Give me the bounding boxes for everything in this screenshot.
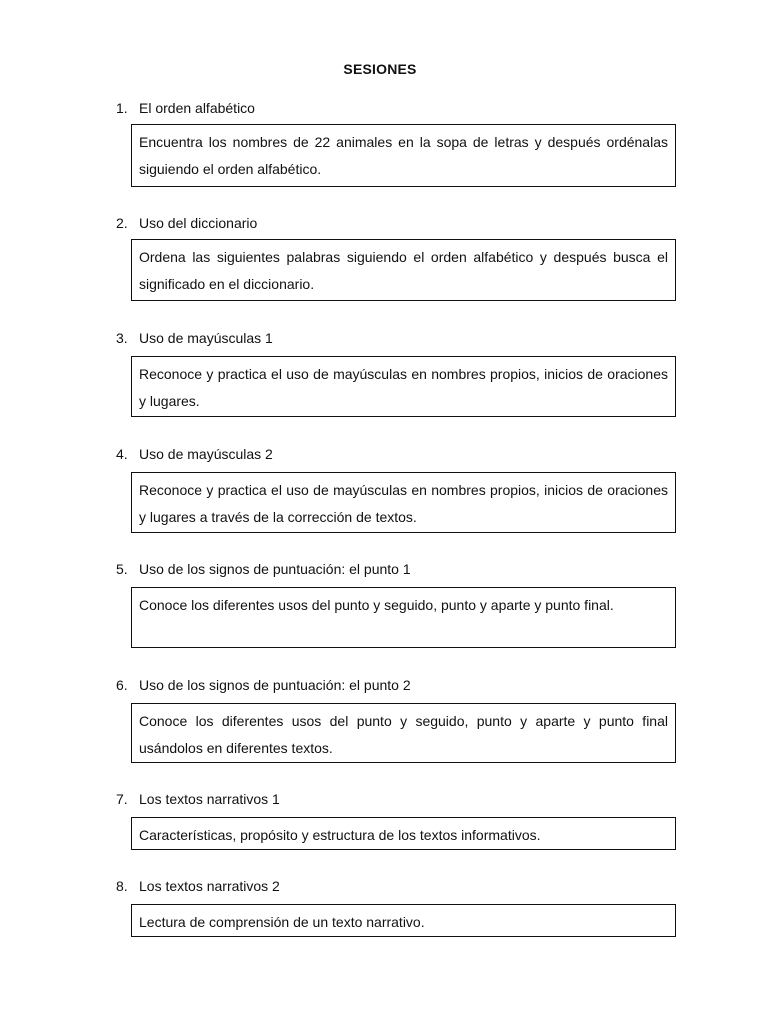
session-title-7	[116, 791, 280, 807]
session-title-8	[116, 878, 280, 894]
page-title: SESIONES	[343, 61, 417, 77]
session-description-3: Reconoce y practica el uso de mayúsculas en nombres propios, inicios de oraciones y lugares.	[131, 356, 676, 417]
session-description-6: Conoce los diferentes usos del punto y seguido, punto y aparte y punto final usándolos en diferentes textos.	[131, 703, 676, 763]
session-title-text: Uso del diccionario	[139, 215, 258, 231]
session-title-6	[116, 677, 411, 693]
session-description-5: Conoce los diferentes usos del punto y seguido, punto y aparte y punto final.	[131, 587, 676, 648]
session-number: 5.	[116, 561, 128, 577]
session-number: 6.	[116, 677, 128, 693]
session-title-text: Los textos narrativos 1	[139, 791, 280, 807]
session-title-text: Uso de los signos de puntuación: el punto 2	[139, 677, 411, 693]
session-title-text: El orden alfabético	[139, 100, 255, 116]
session-title-2	[116, 215, 257, 231]
session-title-5	[116, 561, 411, 577]
session-number: 8.	[116, 878, 128, 894]
session-title-4	[116, 446, 273, 462]
session-title-3	[116, 330, 273, 346]
session-description-4: Reconoce y practica el uso de mayúsculas en nombres propios, inicios de oraciones y lugares a través de la corrección de textos.	[131, 472, 676, 533]
session-title-text: Uso de mayúsculas 2	[139, 446, 273, 462]
session-description-2: Ordena las siguientes palabras siguiendo el orden alfabético y después busca el significado en el diccionario.	[131, 239, 676, 301]
session-description-8: Lectura de comprensión de un texto narrativo.	[131, 904, 676, 937]
session-title-text: Uso de mayúsculas 1	[139, 330, 273, 346]
session-title-text: Uso de los signos de puntuación: el punto 1	[139, 561, 411, 577]
session-description-1: Encuentra los nombres de 22 animales en la sopa de letras y después ordénalas siguiendo el orden alfabético.	[131, 124, 676, 187]
session-number: 2.	[116, 215, 128, 231]
session-title-1	[116, 100, 255, 116]
session-number: 7.	[116, 791, 128, 807]
session-description-7: Características, propósito y estructura de los textos informativos.	[131, 817, 676, 850]
session-number: 3.	[116, 330, 128, 346]
session-number: 4.	[116, 446, 128, 462]
session-title-text: Los textos narrativos 2	[139, 878, 280, 894]
session-number: 1.	[116, 100, 128, 116]
